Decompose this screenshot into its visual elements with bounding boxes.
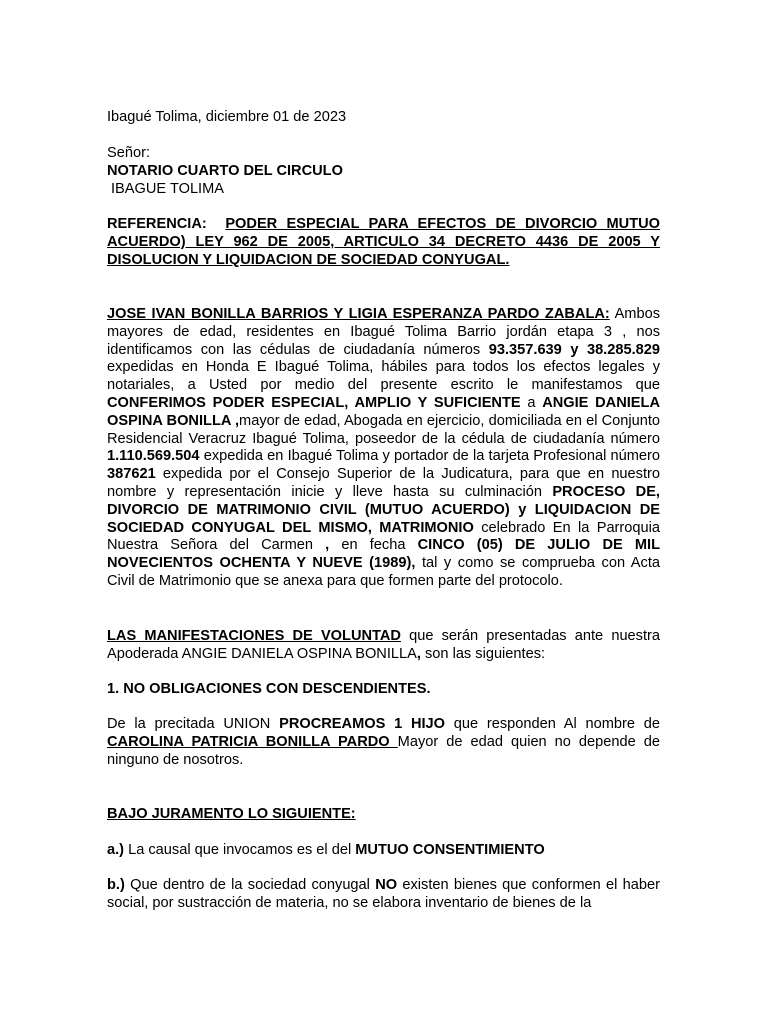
oath-item-b [107,877,660,913]
body-text-3: a [520,394,543,411]
attorney-id: 1.110.569.504 [107,448,200,465]
body-text-2: expedidas en Honda E Ibagué Tolima, hábiles para todos los efectos legales y notariales, a Usted por medio del presente escrito le manifestamos que [107,359,660,394]
oath-item-b-label: b.) [107,877,125,893]
body-text-8: en fecha [329,537,418,554]
reference-paragraph [107,216,660,269]
body-comma: , [325,537,330,554]
manifest-paragraph [107,628,660,664]
section-1-paragraph [107,716,660,769]
recipient-city-text: IBAGUE TOLIMA [111,181,225,197]
oath-item-a-bold: MUTUO CONSENTIMIENTO [355,842,545,858]
body-text-9: tal y como se comprueba con Acta Civil de Matrimonio que se anexa para que formen parte del protocolo. [107,555,661,589]
section-1-heading-text: 1. NO OBLIGACIONES CON DESCENDIENTES. [107,681,431,697]
manifest-text-2: son las siguientes: [420,645,546,662]
oath-item-a [107,842,660,860]
oath-item-a-text: La causal que invocamos es el del [124,842,356,858]
oath-item-b-no: NO [375,877,398,893]
place-date-text: Ibagué Tolima, diciembre 01 de 2023 [107,109,347,125]
oath-heading-text: BAJO JURAMENTO LO SIGUIENTE: [107,806,356,822]
manifest-comma: , [416,645,421,662]
attorney-name: ANGIE DANIELA OSPINA BONILLA , [107,394,660,429]
recipient-city [107,181,664,199]
recipient-name [107,163,660,181]
process-name: PROCESO DE, DIVORCIO DE MATRIMONIO CIVIL (MUTUO ACUERDO) y LIQUIDACION DE SOCIEDAD CONYUGAL DEL MISMO, MATRIMONIO [107,483,660,536]
section-1-text-3: Mayor de edad quien no depende de ninguno de nosotros. [107,733,660,768]
section-1-text-1: De la precitada UNION [107,716,280,732]
body-paragraph [107,306,660,591]
reference-label: REFERENCIA: [107,216,207,232]
body-text-5: expedida en Ibagué Tolima y portador de la tarjeta Profesional número [199,448,660,465]
salutation [107,145,660,163]
body-text-1: Ambos mayores de edad, residentes en Ibagué Tolima Barrio jordán etapa 3 , nos identificamos con las cédulas de ciudadanía números [107,306,660,358]
manifest-heading: LAS MANIFESTACIONES DE VOLUNTAD [107,628,401,644]
body-text-7: celebrado En la Parroquia Nuestra Señora del Carmen [107,519,660,554]
professional-card: 387621 [107,466,156,483]
id-numbers: 93.357.639 y 38.285.829 [488,341,660,358]
marriage-date: CINCO (05) DE JULIO DE MIL NOVECIENTOS OCHENTA Y NUEVE (1989), [107,537,660,572]
oath-item-b-text-1: Que dentro de la sociedad conyugal [124,877,376,893]
children-count: PROCREAMOS 1 HIJO [279,716,445,732]
section-1-heading [107,681,660,699]
manifest-text-1: que serán presentadas ante nuestra Apoderada ANGIE DANIELA OSPINA BONILLA [107,628,661,662]
oath-heading [107,806,660,824]
salutation-text: Señor: [107,145,150,161]
child-name: CAROLINA PATRICIA BONILLA PARDO [107,733,398,750]
body-text-6: expedida por el Consejo Superior de la Judicatura, para que en nuestro nombre y representación inicie y lleve hasta su culminación [107,466,660,500]
body-text-4: mayor de edad, Abogada en ejercicio, domiciliada en el Conjunto Residencial Veracruz Ibagué Tolima, poseedor de la cédula de ciudadanía número [107,412,660,447]
oath-item-a-label: a.) [107,842,125,858]
oath-item-b-text-2: existen bienes que conformen el haber social, por sustracción de materia, no se elabora inventario de bienes de la [107,877,660,911]
section-1-text-2: que responden Al nombre de [445,716,660,732]
reference-text: PODER ESPECIAL PARA EFECTOS DE DIVORCIO MUTUO ACUERDO) LEY 962 DE 2005, ARTICULO 34 DECRETO 4436 DE 2005 Y DISOLUCION Y LIQUIDACION DE SOCIEDAD CONYUGAL. [107,216,661,268]
place-date [107,109,660,127]
grant-phrase: CONFERIMOS PODER ESPECIAL, AMPLIO Y SUFICIENTE [107,394,521,411]
recipient-name-text: NOTARIO CUARTO DEL CIRCULO [107,163,343,179]
grantors-names: JOSE IVAN BONILLA BARRIOS Y LIGIA ESPERANZA PARDO ZABALA: [107,306,610,322]
